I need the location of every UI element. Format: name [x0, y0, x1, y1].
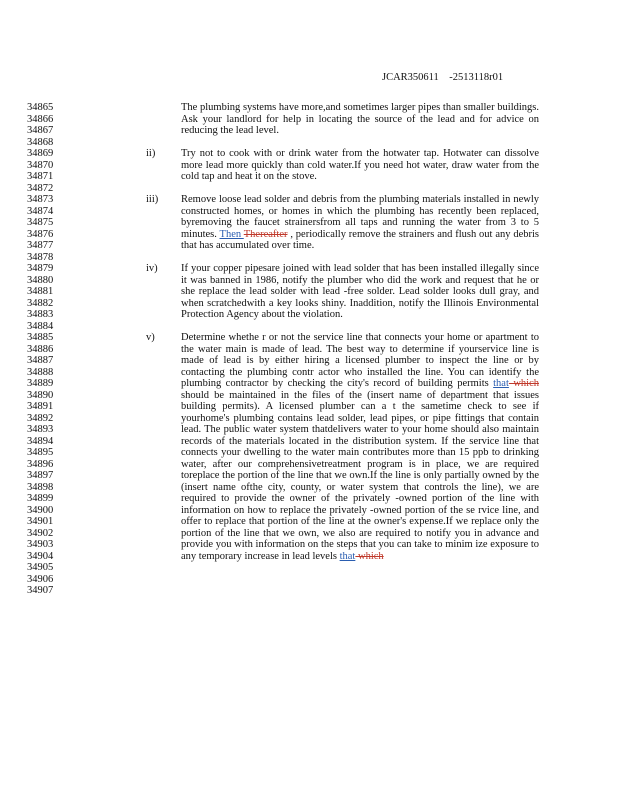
list-marker: iv): [146, 263, 158, 274]
line-number: 34891: [27, 401, 54, 412]
text-segment: should be maintained in the files of the (insert name of department that issues building permits). A licensed plumber can a t the sametime check to see if yourhome's plumbing contains lead solder, lead pipes, or pipe fittings that contain lead. The public water system thatdelivers water to your home should also maintain records of the materials located in the distribution system. If the service line that connects your dwelling to the water main contributes more than 15 ppb to drinking water, after our comprehensivetreatment program is in place, we are required toreplace the portion of the line that we own.If the line is only partially owned by the (insert name ofthe city, county, or water system that controls the line), we are required to provide the owner of the privately -owned portion of the line with information on how to replace the privately -owned portion of the se rvice line, and offer to replace that portion of the line at the owner's expense.If we replace only the portion of the line that we own, we also are required to notify you in advance and provide you with information on the steps that you can take to minim ize exposure to any temporary increase in lead levels: [181, 389, 539, 562]
line-number: 34884: [27, 320, 54, 332]
document-body: [0, 102, 618, 562]
line-number: 34887: [27, 355, 54, 366]
text-segment: , periodically remove the strainers and flush out any debris that has accumulated over time.: [181, 228, 539, 251]
inserted-text: that: [339, 550, 356, 562]
text-segment: Determine whethe r or not the service line that connects your home or apartment to the water main is made of lead. The best way to determine if yourservice line is made of lead is by either hiring a licensed plumber to inspect the line or by contacting the plumbing contr actor who installed the line. You can identify the plumbing contractor by checking the city's record of building permits: [181, 332, 539, 389]
line-number: 34866: [27, 113, 54, 125]
line-number: 34901: [27, 516, 54, 527]
list-marker: ii): [146, 148, 156, 159]
list-item-text: If your copper pipesare joined with lead solder that has been installed illegally since it was banned in 1986, notify the plumber who did the work and request that he or she replace the lead solder with lead -free solder. Lead solder looks dull gray, and when scratchedwith a key looks shiny. Inaddition, notify the Illinois Environmental Protection Agency about the violation.: [181, 263, 539, 320]
line-number: 34894: [27, 435, 54, 447]
line-number: 34869: [27, 148, 54, 159]
line-number: 34865: [27, 102, 54, 113]
paragraph-text: The plumbing systems have more,and sometimes larger pipes than smaller buildings. Ask your landlord for help in locating the source of the lead and for advice on reducing the lead level.: [181, 102, 539, 136]
line-number: 34905: [27, 562, 54, 573]
paragraph-intro: [0, 102, 618, 137]
list-item-text: [181, 194, 539, 252]
line-number: 34900: [27, 504, 54, 516]
line-number: 34885: [27, 332, 54, 343]
line-number: 34870: [27, 159, 54, 171]
line-number: 34906: [27, 573, 54, 585]
line-number: 34897: [27, 470, 54, 481]
list-item-v: [0, 332, 618, 562]
list-item-text: Try not to cook with or drink water from the hotwater tap. Hotwater can dissolve more lead more quickly than cold water.If you need hot water, draw water from the cold tap and heat it on the stove.: [181, 148, 539, 182]
list-item-iv: [0, 263, 618, 321]
line-number: 34890: [27, 389, 54, 401]
list-item-text: [181, 332, 539, 562]
text-segment: Remove loose lead solder and debris from the plumbing materials installed in newly constructed homes, or homes in which the plumbing has recently been replaced, byremoving the faucet strainersfrom all taps and running the water from 3 to 5 minutes.: [181, 194, 539, 240]
line-number: 34876: [27, 228, 54, 240]
line-number: 34895: [27, 447, 54, 458]
deleted-text: which: [355, 550, 384, 562]
line-number: 34880: [27, 274, 54, 286]
line-number: 34874: [27, 205, 54, 217]
line-number: 34899: [27, 493, 54, 504]
document-header: [382, 72, 503, 83]
deleted-text: Thereafter: [243, 228, 288, 240]
list-marker: iii): [146, 194, 159, 205]
line-number: 34889: [27, 378, 54, 389]
doc-id: JCAR350611: [382, 72, 439, 83]
line-number: 34883: [27, 309, 54, 320]
doc-ref: -2513118r01: [449, 72, 504, 83]
line-number: 34867: [27, 125, 54, 136]
line-number: 34888: [27, 366, 54, 378]
line-number: 34875: [27, 217, 54, 228]
line-number: 34881: [27, 286, 54, 297]
line-number: 34872: [27, 182, 54, 194]
line-number: 34898: [27, 481, 54, 493]
line-number: 34896: [27, 458, 54, 470]
line-number: 34903: [27, 539, 54, 550]
list-item-iii: [0, 194, 618, 252]
inserted-text: Then: [219, 228, 244, 240]
line-number: 34879: [27, 263, 54, 274]
inserted-text: that: [493, 378, 509, 389]
line-number: 34882: [27, 297, 54, 309]
line-number: 34868: [27, 136, 54, 148]
deleted-text: which: [508, 378, 539, 389]
line-number: 34907: [27, 585, 54, 596]
line-number: 34873: [27, 194, 54, 205]
line-number: 34886: [27, 343, 54, 355]
line-number: 34877: [27, 240, 54, 251]
line-number: 34892: [27, 412, 54, 424]
list-marker: v): [146, 332, 155, 343]
line-number: 34878: [27, 251, 54, 263]
line-number: 34902: [27, 527, 54, 539]
line-number: 34904: [27, 550, 54, 562]
line-number: 34893: [27, 424, 54, 435]
list-item-ii: [0, 148, 618, 183]
line-number: 34871: [27, 171, 54, 182]
